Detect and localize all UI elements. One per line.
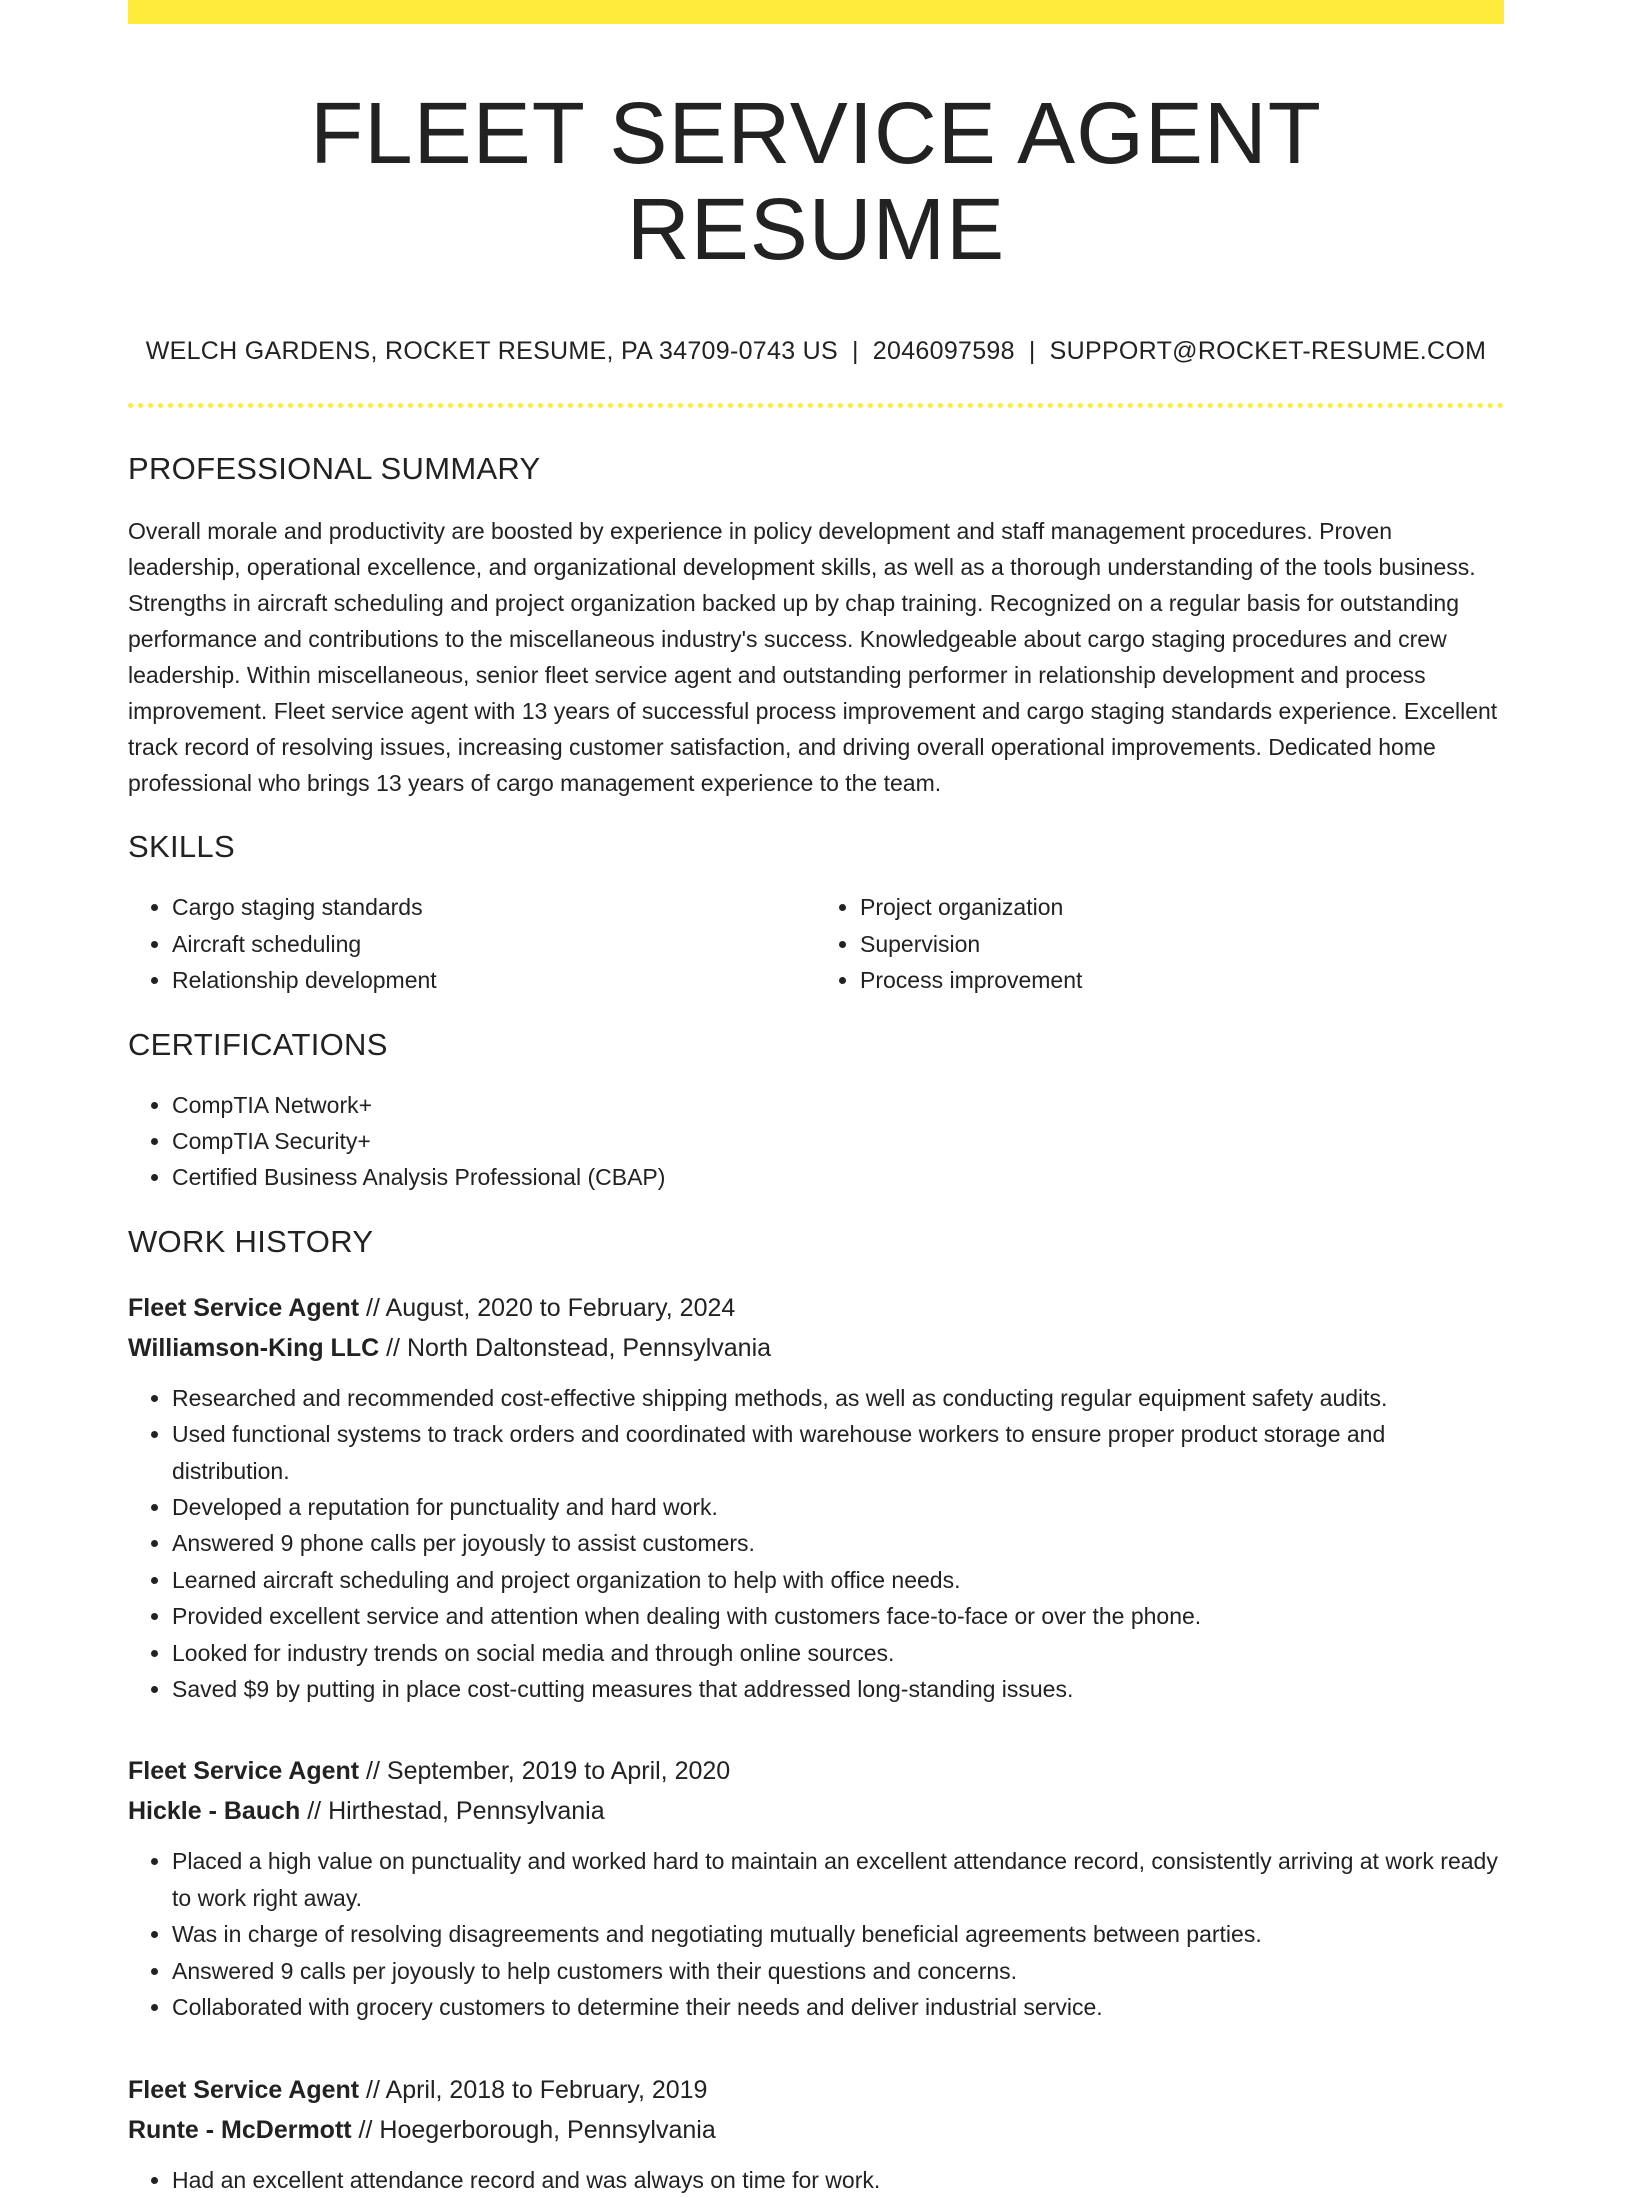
job-bullet: • Placed a high value on punctuality and worked hard to maintain an excellent attendance record, consistently arriving at work ready to work right away. (172, 1843, 1504, 1916)
skills-column-left (128, 889, 816, 998)
certification-item: • Certified Business Analysis Professional (CBAP) (172, 1159, 1504, 1195)
job-bullet: • Saved $9 by putting in place cost-cutting measures that addressed long-standing issues. (172, 1671, 1504, 1707)
contact-address: WELCH GARDENS, ROCKET RESUME, PA 34709-0743 US (145, 337, 838, 366)
work-history-heading: WORK HISTORY (128, 1223, 374, 1259)
job-dates: // September, 2019 to April, 2020 (359, 1757, 731, 1786)
certification-item: • CompTIA Security+ (172, 1123, 1504, 1159)
job-title: Fleet Service Agent (128, 1293, 360, 1322)
skill-item: • Relationship development (172, 962, 816, 998)
certifications-heading: CERTIFICATIONS (128, 1026, 388, 1062)
top-accent-bar (128, 0, 1504, 24)
job-bullet: • Had an excellent attendance record and was always on time for work. (172, 2162, 1504, 2198)
job-dates: // August, 2020 to February, 2024 (359, 1293, 736, 1322)
resume-page (128, 0, 1504, 2198)
job-company-line (128, 1328, 1504, 1368)
skills-column-right (816, 889, 1504, 998)
job-title-line (128, 1288, 1504, 1328)
contact-separator: | (1028, 337, 1036, 366)
job-bullet: • Looked for industry trends on social media and through online sources. (172, 1635, 1504, 1671)
contact-separator: | (852, 337, 859, 366)
job-bullets (128, 1843, 1504, 2025)
skill-item: • Project organization (860, 889, 1504, 925)
summary-text: Overall morale and productivity are boosted by experience in policy development and staff management procedures. Proven leadership, operational excellence, and organizational development skills, as well as a thorough understanding of the tools business. Strengths in aircraft scheduling and project organization backed up by chap training. Recognized on a regular basis for outstanding performance and contributions to the miscellaneous industry's success. Knowledgeable about cargo staging procedures and crew leadership. Within miscellaneous, senior fleet service agent and outstanding performer in relationship development and process improvement. Fleet service agent with 13 years of successful process improvement and cargo staging standards experience. Excellent track record of resolving issues, increasing customer satisfaction, and driving overall operational improvements. Dedicated home professional who brings 13 years of cargo management experience to the team. (128, 518, 1498, 797)
job-entry (128, 1751, 1504, 2025)
job-company: Hickle - Bauch (128, 1797, 301, 1826)
dotted-divider (128, 403, 1504, 408)
job-title: Fleet Service Agent (128, 2075, 360, 2104)
certifications-list (128, 1087, 1504, 1196)
job-entry (128, 2070, 1504, 2198)
job-title: Fleet Service Agent (128, 1757, 360, 1786)
contact-email: SUPPORT@ROCKET-RESUME.COM (1049, 337, 1487, 366)
job-bullets (128, 2162, 1504, 2198)
summary-heading: PROFESSIONAL SUMMARY (128, 451, 541, 487)
job-title-line (128, 2070, 1504, 2110)
job-bullet: • Learned aircraft scheduling and project organization to help with office needs. (172, 1562, 1504, 1598)
job-dates: // April, 2018 to February, 2019 (359, 2075, 708, 2104)
job-bullet: • Answered 9 calls per joyously to help customers with their questions and concerns. (172, 1953, 1504, 1989)
job-entry (128, 1288, 1504, 1708)
job-bullet: • Answered 9 phone calls per joyously to assist customers. (172, 1525, 1504, 1561)
job-bullet: • Used functional systems to track orders and coordinated with warehouse workers to ensure proper product storage and distribution. (172, 1416, 1504, 1489)
job-bullet: • Developed a reputation for punctuality and hard work. (172, 1489, 1504, 1525)
job-bullet: • Was in charge of resolving disagreements and negotiating mutually beneficial agreements between parties. (172, 1916, 1504, 1952)
job-company: Runte - McDermott (128, 2115, 352, 2144)
contact-phone: 2046097598 (872, 337, 1015, 366)
contact-line (128, 337, 1504, 366)
job-location: // Hoegerborough, Pennsylvania (351, 2115, 716, 2144)
resume-title: FLEET SERVICE AGENT RESUME (310, 85, 1322, 278)
job-title-line (128, 1751, 1504, 1791)
job-bullet: • Researched and recommended cost-effective shipping methods, as well as conducting regular equipment safety audits. (172, 1380, 1504, 1416)
skill-item: • Supervision (860, 926, 1504, 962)
certification-item: • CompTIA Network+ (172, 1087, 1504, 1123)
job-location: // Hirthestad, Pennsylvania (300, 1797, 605, 1826)
job-bullet: • Provided excellent service and attention when dealing with customers face-to-face or over the phone. (172, 1598, 1504, 1634)
job-company-line (128, 2110, 1504, 2150)
skill-item: • Cargo staging standards (172, 889, 816, 925)
skills-list (128, 889, 1504, 998)
skills-heading: SKILLS (128, 829, 235, 865)
job-company-line (128, 1791, 1504, 1831)
job-company: Williamson-King LLC (128, 1333, 380, 1362)
job-location: // North Daltonstead, Pennsylvania (379, 1333, 772, 1362)
skill-item: • Process improvement (860, 962, 1504, 998)
job-bullets (128, 1380, 1504, 1708)
job-bullet: • Collaborated with grocery customers to determine their needs and deliver industrial service. (172, 1989, 1504, 2025)
skill-item: • Aircraft scheduling (172, 926, 816, 962)
